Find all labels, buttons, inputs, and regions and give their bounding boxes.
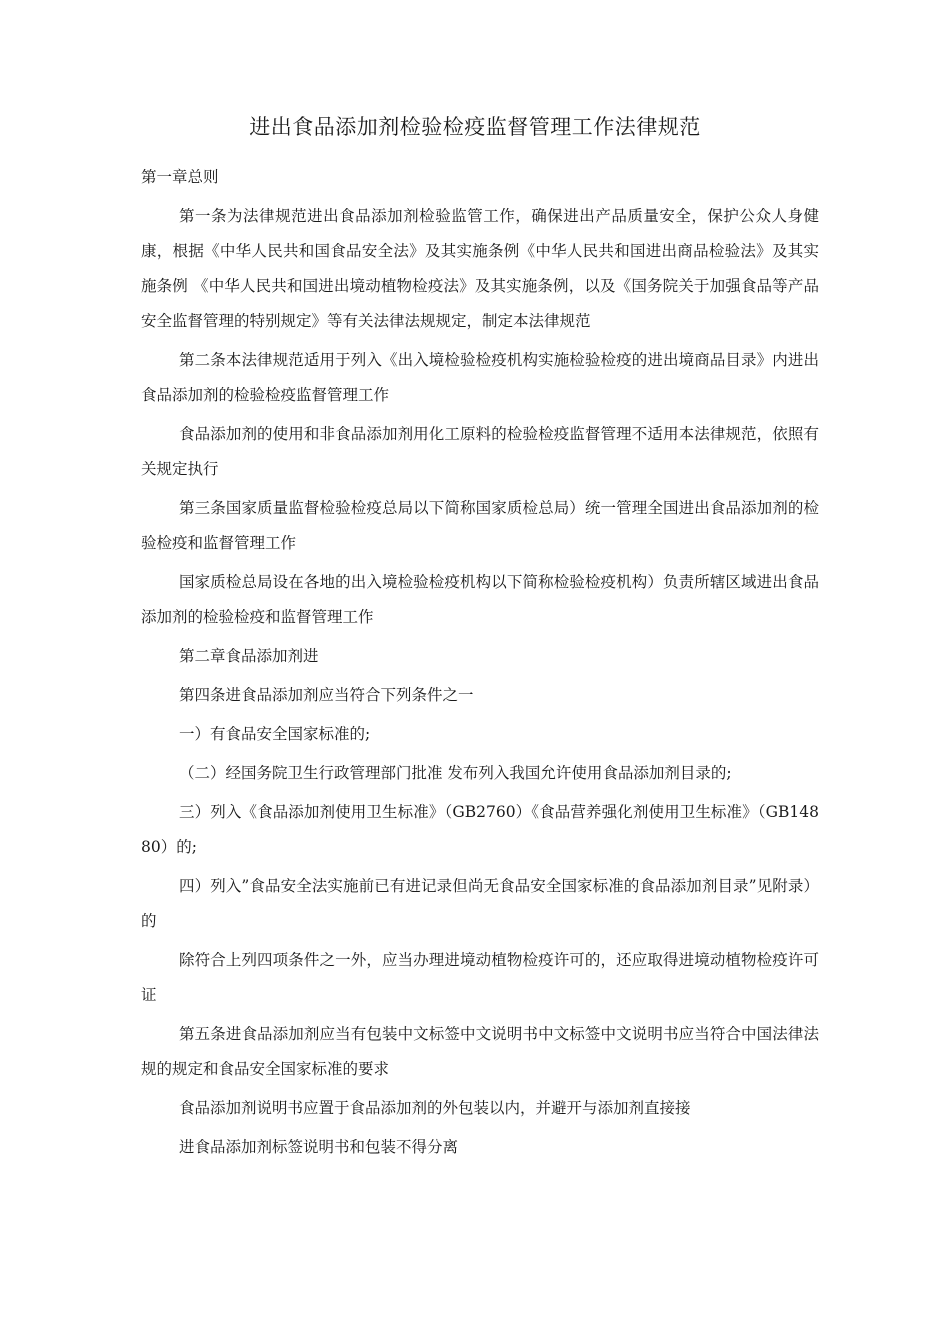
document-body	[141, 160, 819, 1169]
paragraph: 第三条国家质量监督检验检疫总局以下简称国家质检总局）统一管理全国进出食品添加剂的检验检疫和监督管理工作	[141, 499, 819, 552]
paragraph: 食品添加剂的使用和非食品添加剂用化工原料的检验检疫监督管理不适用本法律规范，依照有关规定执行	[141, 425, 819, 478]
paragraph: 进食品添加剂标签说明书和包装不得分离	[179, 1138, 459, 1156]
paragraph: 第一条为法律规范进出食品添加剂检验监管工作，确保进出产品质量安全，保护公众人身健康，根据《中华人民共和国食品安全法》及其实施条例《中华人民共和国进出商品检验法》及其实施条例 《中华人民共和国进出境动植物检疫法》及其实施条例，以及《国务院关于加强食品等产品安全监督管理的特别规定》等有关法律法规规定，制定本法律规范	[141, 207, 819, 330]
paragraph: 除符合上列四项条件之一外，应当办理进境动植物检疫许可的，还应取得进境动植物检疫许可证	[141, 951, 819, 1004]
paragraph: 第二章食品添加剂进	[179, 647, 319, 665]
chapter-heading: 第一章总则	[141, 168, 219, 186]
paragraph: 第二条本法律规范适用于列入《出入境检验检疫机构实施检验检疫的进出境商品目录》内进出食品添加剂的检验检疫监督管理工作	[141, 351, 819, 404]
paragraph: 食品添加剂说明书应置于食品添加剂的外包装以内，并避开与添加剂直接接	[179, 1099, 691, 1117]
paragraph: 三）列入《食品添加剂使用卫生标准》（GB2760）《食品营养强化剂使用卫生标准》（GB14880）的;	[141, 803, 819, 856]
paragraph: （二）经国务院卫生行政管理部门批准 发布列入我国允许使用食品添加剂目录的;	[179, 764, 732, 782]
paragraph: 四）列入”食品安全法实施前已有进记录但尚无食品安全国家标准的食品添加剂目录”见附录）的	[141, 877, 819, 930]
paragraph: 第四条进食品添加剂应当符合下列条件之一	[179, 686, 474, 704]
paragraph: 第五条进食品添加剂应当有包装中文标签中文说明书中文标签中文说明书应当符合中国法律法规的规定和食品安全国家标准的要求	[141, 1025, 819, 1078]
paragraph: 一）有食品安全国家标准的;	[179, 725, 371, 743]
document-title: 进出食品添加剂检验检疫监督管理工作法律规范	[249, 115, 701, 139]
paragraph: 国家质检总局设在各地的出入境检验检疫机构以下简称检验检疫机构）负责所辖区域进出食品添加剂的检验检疫和监督管理工作	[141, 573, 819, 626]
